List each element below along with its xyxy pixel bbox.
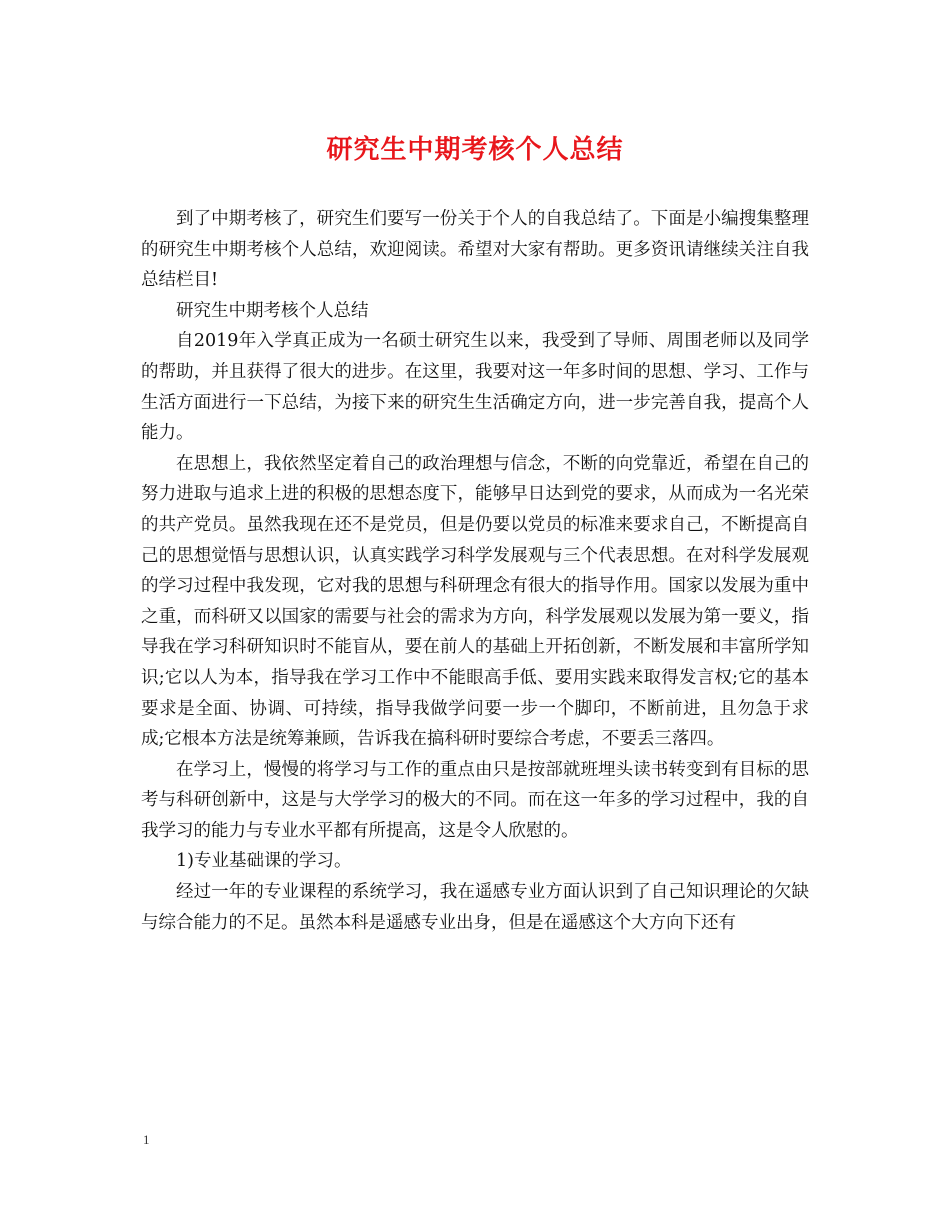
paragraph-opening: 自2019年入学真正成为一名硕士研究生以来，我受到了导师、周围老师以及同学的帮助，并且获得了很大的进步。在这里，我要对这一年多时间的思想、学习、工作与生活方面进行一下总结，为接下来的研究生生活确定方向，进一步完善自我，提高个人能力。 [141, 331, 809, 444]
paragraph-intro: 到了中期考核了，研究生们要写一份关于个人的自我总结了。下面是小编搜集整理的研究生中期考核个人总结，欢迎阅读。希望对大家有帮助。更多资讯请继续关注自我总结栏目! [141, 209, 809, 291]
document-body [141, 204, 809, 938]
paragraph-subtitle: 研究生中期考核个人总结 [176, 300, 369, 321]
paragraph-section-heading: 1)专业基础课的学习。 [176, 851, 352, 872]
paragraph-courses: 经过一年的专业课程的系统学习，我在遥感专业方面认识到了自己知识理论的欠缺与综合能力的不足。虽然本科是遥感专业出身，但是在遥感这个大方向下还有 [141, 882, 809, 933]
page-number: 1 [143, 1132, 150, 1147]
paragraph-ideology: 在思想上，我依然坚定着自己的政治理想与信念，不断的向党靠近，希望在自己的努力进取与追求上进的积极的思想态度下，能够早日达到党的要求，从而成为一名光荣的共产党员。虽然我现在还不是党员，但是仍要以党员的标准来要求自己，不断提高自己的思想觉悟与思想认识，认真实践学习科学发展观与三个代表思想。在对科学发展观的学习过程中我发现，它对我的思想与科研理念有很大的指导作用。国家以发展为重中之重，而科研又以国家的需要与社会的需求为方向，科学发展观以发展为第一要义，指导我在学习科研知识时不能盲从，要在前人的基础上开拓创新，不断发展和丰富所学知识;它以人为本，指导我在学习工作中不能眼高手低、要用实践来取得发言权;它的基本要求是全面、协调、可持续，指导我做学问要一步一个脚印，不断前进，且勿急于求成;它根本方法是统筹兼顾，告诉我在搞科研时要综合考虑，不要丢三落四。 [141, 453, 809, 750]
document-title: 研究生中期考核个人总结 [326, 135, 624, 165]
paragraph-study: 在学习上，慢慢的将学习与工作的重点由只是按部就班埋头读书转变到有目标的思考与科研创新中，这是与大学学习的极大的不同。而在这一年多的学习过程中，我的自我学习的能力与专业水平都有所提高，这是令人欣慰的。 [141, 759, 809, 841]
